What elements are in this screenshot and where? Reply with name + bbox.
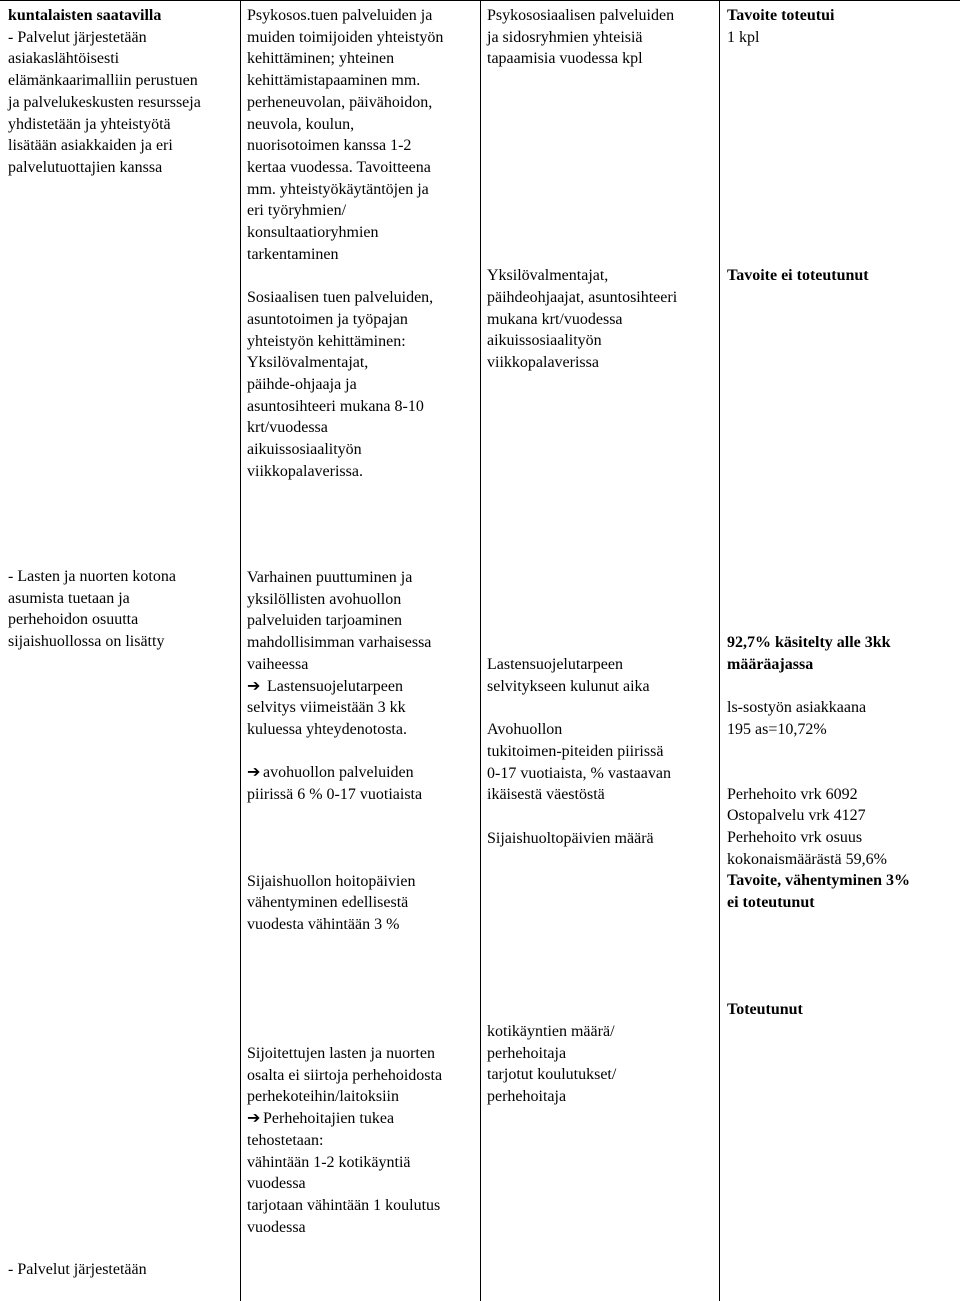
text-line: osalta ei siirtoja perhehoidosta	[247, 1066, 443, 1084]
text-line: selvitys viimeistään 3 kk	[247, 699, 406, 717]
text-line: ja palvelukeskusten resursseja	[8, 93, 201, 111]
text-line: kertaa vuodessa. Tavoitteena	[247, 158, 431, 176]
row1-col4-cell	[727, 5, 955, 287]
text-line: Sijoitettujen lasten ja nuorten	[247, 1045, 435, 1062]
text-line: perhekoteihin/laitoksiin	[247, 1088, 399, 1106]
text-line: viikkopalaverissa	[487, 353, 599, 371]
text-line: perhehoitaja	[487, 1088, 567, 1106]
text-line: kuluessa yhteydenotosta.	[247, 720, 407, 738]
text-line: eri työryhmien/	[247, 202, 347, 220]
text-line: piirissä 6 % 0-17 vuotiaista	[247, 786, 423, 804]
status-text: Tavoite ei toteutunut	[727, 267, 869, 285]
text-line: mahdollisimman varhaisessa	[247, 634, 432, 652]
arrow-right-icon: ➔	[247, 764, 261, 782]
row2-col3-cell	[487, 654, 717, 849]
text-line: yhteistyön kehittäminen:	[247, 332, 406, 350]
text-line: Sijaishuoltopäivien määrä	[487, 829, 654, 847]
text-line: - Palvelut järjestetään	[8, 1261, 147, 1278]
text-line: ls-sostyön asiakkaana	[727, 699, 867, 717]
text-line: Perhehoito vrk 6092	[727, 785, 858, 803]
text-line: mukana krt/vuodessa	[487, 310, 623, 328]
text-line: kokonaismäärästä 59,6%	[727, 850, 887, 868]
text-line: tehostetaan:	[247, 1131, 324, 1149]
text-line: kehittämistapaaminen mm.	[247, 72, 421, 90]
text-line: Lastensuojelutarpeen	[487, 656, 623, 673]
text-line: Psykososiaalisen palveluiden	[487, 7, 675, 24]
text-line: mm. yhteistyökäytäntöjen ja	[247, 180, 429, 198]
text-line: krt/vuodessa	[247, 419, 328, 437]
text-line: selvitykseen kulunut aika	[487, 677, 650, 695]
text-line: Yksilövalmentajat,	[247, 354, 369, 372]
text-line: asuntosihteeri mukana 8-10	[247, 397, 424, 415]
text-line: aikuissosiaalityön	[247, 441, 362, 459]
row2-col1-cell	[8, 566, 234, 653]
arrow-right-icon: ➔	[247, 677, 261, 695]
row3-col1-cell	[8, 1259, 234, 1281]
text-line: ➔ avohuollon palveluiden	[247, 762, 479, 784]
text-line: asiakaslähtöisesti	[8, 50, 120, 68]
text-line: aikuissosiaalityön	[487, 332, 602, 350]
text-line: yhdistetään ja yhteistyötä	[8, 115, 171, 133]
text-line: Perhehoito vrk osuus	[727, 828, 863, 846]
text-line: Yksilövalmentajat,	[487, 267, 609, 285]
text-line: tukitoimen-piteiden piirissä	[487, 742, 664, 760]
row-divider	[0, 0, 960, 1]
status-text: Toteutunut	[727, 1001, 803, 1018]
row2-col4-cell	[727, 632, 955, 914]
text-line: perhehoitaja	[487, 1044, 567, 1062]
text-line: tarjotut koulutukset/	[487, 1066, 617, 1084]
text-line: lisätään asiakkaiden ja eri	[8, 137, 173, 155]
text-line: elämänkaarimalliin perustuen	[8, 72, 198, 90]
column-divider	[240, 0, 241, 1301]
text-line: vähentyminen edellisestä	[247, 894, 409, 912]
text-line: Sosiaalisen tuen palveluiden,	[247, 289, 434, 307]
column-divider	[480, 0, 481, 1301]
text-line: kehittäminen; yhteinen	[247, 50, 395, 68]
text-line: muiden toimijoiden yhteistyön	[247, 28, 444, 46]
arrow-right-icon: ➔	[247, 1110, 261, 1128]
text-line: vuodessa	[247, 1218, 306, 1236]
text-line: asuntotoimen ja työpajan	[247, 310, 408, 328]
text-line: vuodesta vähintään 3 %	[247, 916, 400, 934]
status-text: määräajassa	[727, 655, 814, 673]
text-line: asumista tuetaan ja	[8, 589, 130, 607]
text-line: - Lasten ja nuorten kotona	[8, 568, 176, 585]
text-line: viikkopalaverissa.	[247, 462, 363, 480]
text-line: vähintään 1-2 kotikäyntiä	[247, 1153, 411, 1171]
text-line: 1 kpl	[727, 28, 760, 46]
text-line: konsultaatioryhmien	[247, 224, 379, 242]
row3-col3-cell	[487, 1021, 717, 1108]
text-line: 195 as=10,72%	[727, 720, 827, 738]
text-line: tarkentaminen	[247, 245, 339, 263]
text-line: vaiheessa	[247, 655, 309, 673]
text-line: vuodessa	[247, 1175, 306, 1193]
row3-col2-cell	[247, 1043, 479, 1238]
text-line: ➔ Lastensuojelutarpeen	[247, 676, 479, 698]
row1-col2-cell	[247, 5, 479, 482]
text-line: Psykosos.tuen palveluiden ja	[247, 7, 433, 24]
text-line: ikäisestä väestöstä	[487, 786, 605, 804]
text-line: neuvola, koulun,	[247, 115, 355, 133]
text-line: tarjotaan vähintään 1 koulutus	[247, 1196, 441, 1214]
text-line: Varhainen puuttuminen ja	[247, 569, 413, 586]
column-divider	[719, 0, 720, 1301]
cell-heading: kuntalaisten saatavilla	[8, 7, 162, 24]
text-line: ➔ Perhehoitajien tukea	[247, 1108, 479, 1130]
row1-col1-cell	[8, 5, 234, 179]
text-line: perheneuvolan, päivähoidon,	[247, 93, 433, 111]
text-line: perhehoidon osuutta	[8, 611, 139, 629]
status-text: Tavoite toteutui	[727, 7, 835, 24]
row3-col4-cell	[727, 999, 955, 1021]
text-line: sijaishuollossa on lisätty	[8, 633, 165, 651]
text-line: - Palvelut järjestetään	[8, 28, 147, 46]
text-line: nuorisotoimen kanssa 1-2	[247, 137, 412, 155]
text-line: Sijaishuollon hoitopäivien	[247, 872, 416, 890]
status-text: 92,7% käsitelty alle 3kk	[727, 634, 891, 651]
text-line: yksilöllisten avohuollon	[247, 590, 402, 608]
row2-col2-cell	[247, 567, 479, 936]
text-line: ja sidosryhmien yhteisiä	[487, 28, 643, 46]
text-line: tapaamisia vuodessa kpl	[487, 50, 643, 68]
text-line: kotikäyntien määrä/	[487, 1023, 615, 1040]
text-line: palveluiden tarjoaminen	[247, 612, 403, 630]
row1-col3-cell	[487, 5, 717, 374]
text-line: 0-17 vuotiaista, % vastaavan	[487, 764, 671, 782]
text-line: päihdeohjaajat, asuntosihteeri	[487, 288, 678, 306]
text-line: Avohuollon	[487, 721, 563, 739]
status-text: Tavoite, vähentyminen 3%	[727, 872, 910, 890]
text-line: palvelutuottajien kanssa	[8, 158, 163, 176]
text-line: päihde-ohjaaja ja	[247, 375, 357, 393]
status-text: ei toteutunut	[727, 894, 815, 912]
text-line: Ostopalvelu vrk 4127	[727, 807, 866, 825]
